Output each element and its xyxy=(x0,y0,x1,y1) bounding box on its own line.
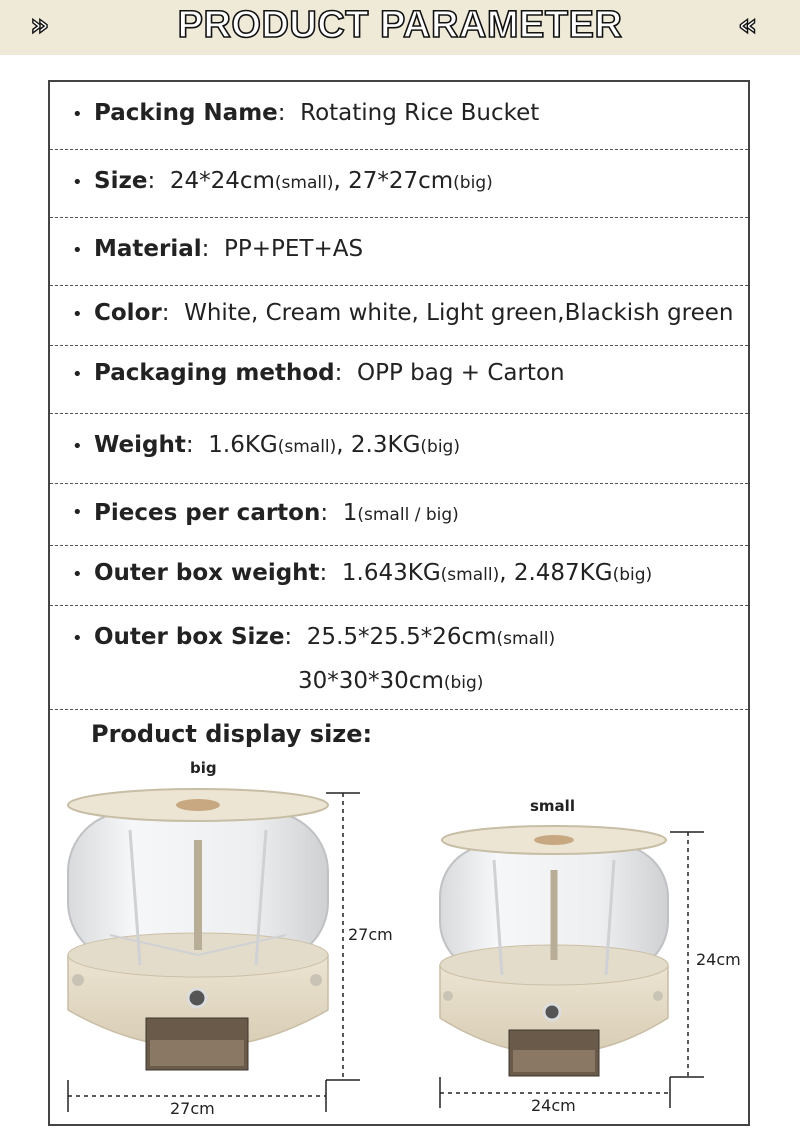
param-value: 1 xyxy=(342,500,358,526)
param-value: 30*30*30cm xyxy=(298,668,444,694)
param-note: (small) xyxy=(496,629,556,649)
small-height-label: 24cm xyxy=(696,950,741,969)
param-value: , 2.487KG xyxy=(499,560,613,586)
param-note: (small) xyxy=(277,437,337,457)
param-row-color: • Color: White, Cream white, Light green,Blackish green xyxy=(50,286,748,346)
double-chevron-left-icon: « xyxy=(738,8,758,43)
param-value: 25.5*25.5*26cm xyxy=(306,624,497,650)
param-note: (small) xyxy=(440,565,500,585)
param-label: Size xyxy=(94,168,148,194)
param-row-outer-box-size: • Outer box Size: 25.5*25.5*26cm(small) 30*30*30cm(big) xyxy=(50,606,748,710)
param-row-size: • Size: 24*24cm(small), 27*27cm(big) xyxy=(50,150,748,218)
param-note: (big) xyxy=(453,173,493,193)
param-label: Outer box Size xyxy=(94,624,285,650)
param-value: 1.643KG xyxy=(341,560,441,586)
param-label: Outer box weight xyxy=(94,560,320,586)
small-width-label: 24cm xyxy=(531,1096,576,1115)
param-note: (big) xyxy=(612,565,653,585)
param-label: Packing Name xyxy=(94,100,278,126)
param-row-outer-box-weight: • Outer box weight: 1.643KG(small), 2.487KG(big) xyxy=(50,546,748,606)
page-title: PRODUCT PARAMETER xyxy=(177,4,623,46)
param-label: Pieces per carton xyxy=(94,500,321,526)
param-label: Packaging method xyxy=(94,360,335,386)
param-note: (big) xyxy=(443,673,484,693)
small-bucket-image xyxy=(440,826,668,1076)
double-chevron-right-icon: » xyxy=(30,8,50,43)
param-note: (small) xyxy=(274,173,334,193)
param-label: Weight xyxy=(94,432,186,458)
param-row-weight: • Weight: 1.6KG(small), 2.3KG(big) xyxy=(50,414,748,484)
param-label: Color xyxy=(94,300,162,326)
param-value: White, Cream white, Light green,Blackish green xyxy=(184,300,734,326)
param-label: Material xyxy=(94,236,202,262)
big-label: big xyxy=(190,759,217,777)
param-note: (small / big) xyxy=(357,505,459,525)
param-value: , 2.3KG xyxy=(336,432,421,458)
big-width-label: 27cm xyxy=(170,1099,215,1118)
param-row-material: • Material: PP+PET+AS xyxy=(50,218,748,286)
param-value: Rotating Rice Bucket xyxy=(300,100,540,126)
param-value: , 27*27cm xyxy=(333,168,454,194)
display-title: Product display size: xyxy=(91,720,373,748)
param-note: (big) xyxy=(420,437,460,457)
big-height-label: 27cm xyxy=(348,925,393,944)
param-value: OPP bag + Carton xyxy=(356,360,565,386)
param-value: PP+PET+AS xyxy=(224,236,364,262)
big-bucket-image xyxy=(68,789,328,1070)
small-label: small xyxy=(530,797,575,815)
param-value: 24*24cm xyxy=(169,168,275,194)
param-row-packaging-method: • Packaging method: OPP bag + Carton xyxy=(50,346,748,414)
param-value: 1.6KG xyxy=(208,432,278,458)
param-row-pieces-per-carton: • Pieces per carton: 1(small / big) xyxy=(50,484,748,546)
param-row-packing-name: • Packing Name: Rotating Rice Bucket xyxy=(50,82,748,150)
